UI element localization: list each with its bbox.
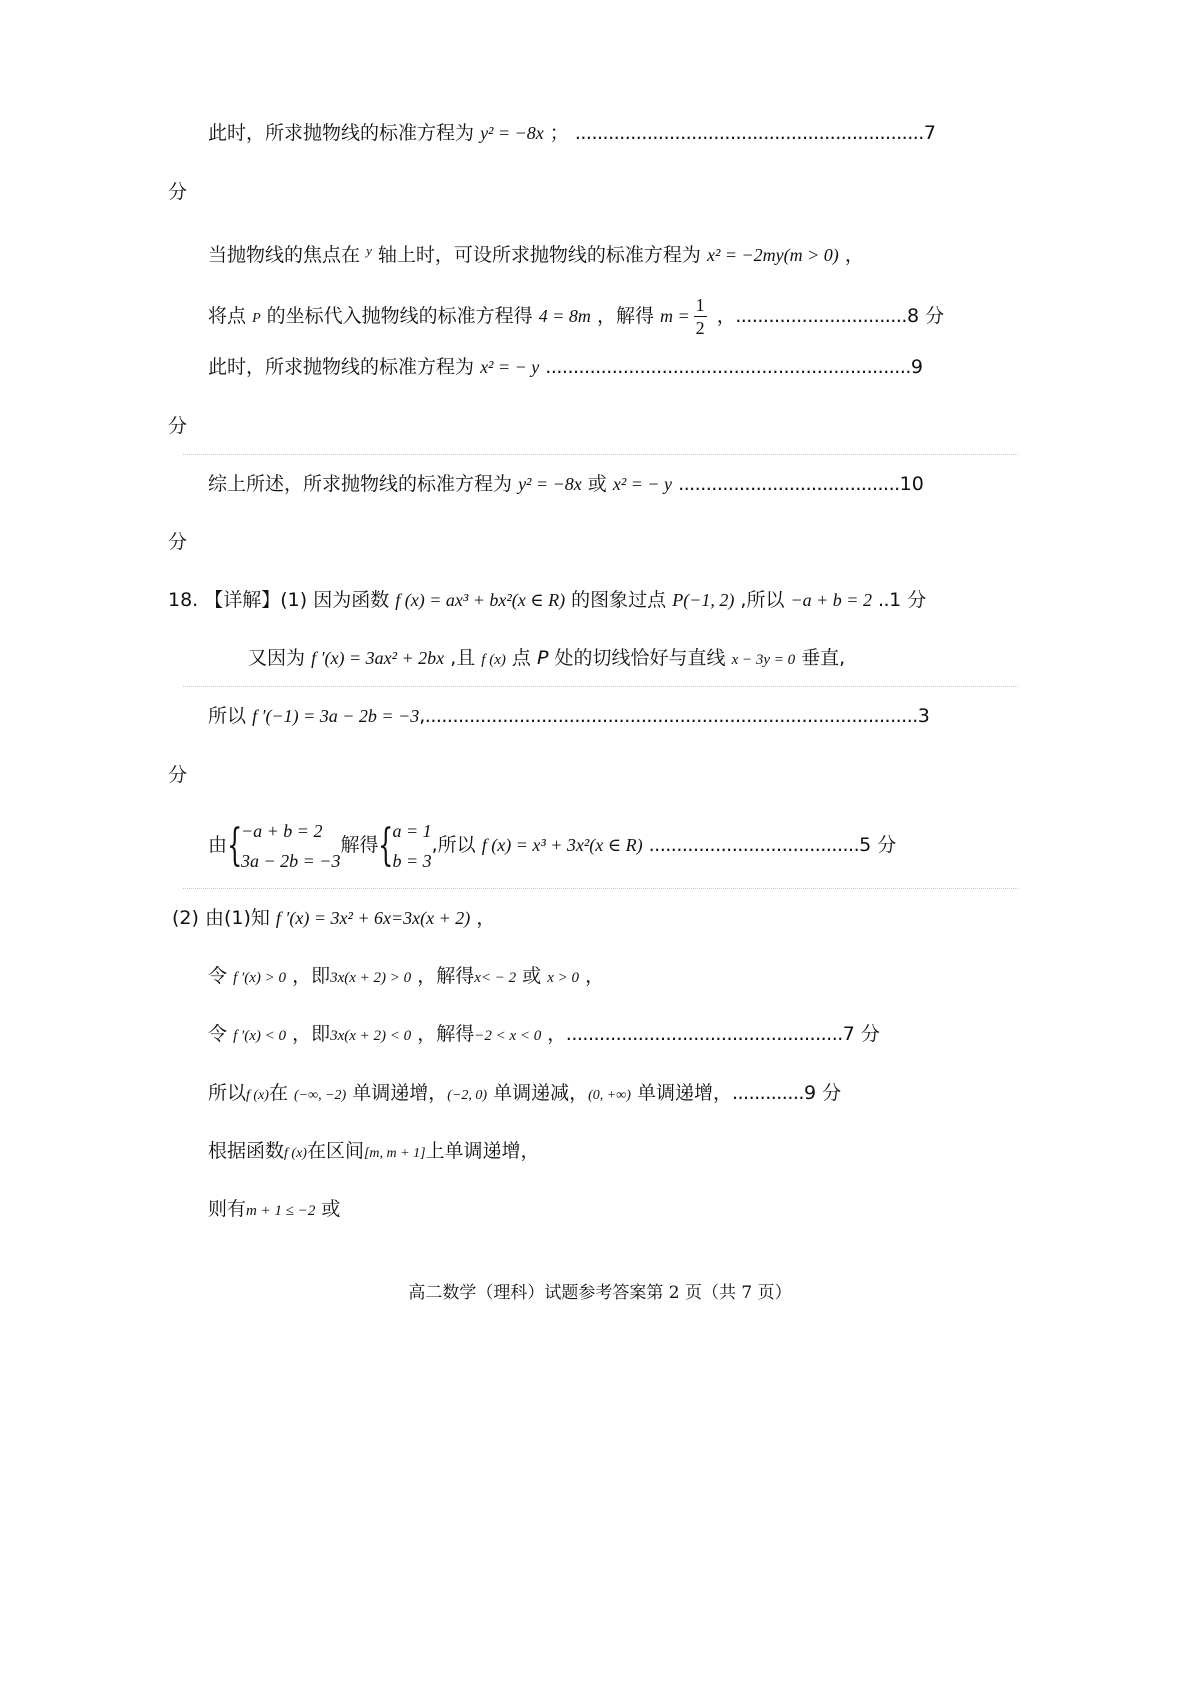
line-11: 令 f ′(x) > 0 ，即3x(x + 2) > 0 ，解得x< − 2 或 x > 0 ，	[208, 965, 605, 987]
score: 7	[923, 122, 936, 144]
leader-dots: .............	[731, 1082, 804, 1104]
equation-system: { a = 1 b = 3	[378, 816, 431, 876]
line-1: 此时，所求抛物线的标准方程为 y² = −8x ； ...............................................................7	[208, 122, 936, 144]
score-unit: 分	[168, 415, 188, 437]
leader-dots: ...............................................................	[574, 122, 924, 144]
equation: x² = −2my(m > 0)	[706, 245, 839, 265]
brace-icon: {	[378, 819, 394, 871]
equation: x² = − y	[612, 474, 673, 494]
equation: x² = − y	[480, 357, 540, 377]
score: 3	[917, 705, 930, 727]
equation: y² = −8x	[518, 474, 582, 494]
separator-dotted	[183, 888, 1018, 889]
leader-dots: ,.........................................................................................	[419, 705, 918, 727]
leader-dots: ......................................	[648, 834, 860, 856]
score: 8 分	[906, 305, 945, 327]
line-12: 令 f ′(x) < 0 ，即3x(x + 2) < 0 ，解得−2 < x < 0 ，..................................................7 分	[208, 1023, 880, 1045]
fraction: $\frac{1}{2}$	[695, 295, 705, 338]
separator-dotted	[183, 686, 1018, 687]
line-3: 将点 P 的坐标代入抛物线的标准方程得 4 = 8m ，解得 m = $\frac{1}{2}$ ，...............................8 分	[208, 295, 945, 338]
score-unit: 分	[168, 181, 188, 203]
leader-dots: ，...............................	[716, 305, 907, 327]
score: 7 分	[842, 1023, 880, 1045]
line-7: 又因为 f ′(x) = 3ax² + 2bx ,且 f (x) 点 P 处的切线恰好与直线 x − 3y = 0 垂直,	[248, 647, 846, 669]
separator-dotted	[183, 454, 1018, 455]
score: 10	[899, 473, 924, 495]
line-8: 所以 f ′(−1) = 3a − 2b = −3,.........................................................................................3	[208, 705, 930, 727]
problem-18-heading: 18. 【详解】(1) 因为函数 f (x) = ax³ + bx²(x ∈ R) 的图象过点 P(−1, 2) ,所以 −a + b = 2 ..1 分	[168, 589, 927, 611]
page-footer: 高二数学（理科）试题参考答案第 2 页（共 7 页）	[408, 1283, 792, 1303]
score: 1 分	[889, 589, 927, 611]
leader-dots: ，..................................................	[547, 1023, 843, 1045]
line-2: 当抛物线的焦点在 $^y$ 轴上时，可设所求抛物线的标准方程为 x² = −2my(m > 0) ，	[208, 243, 864, 266]
equation: 4 = 8m	[538, 306, 591, 326]
line-5: 综上所述，所求抛物线的标准方程为 y² = −8x 或 x² = − y ........................................10	[208, 473, 924, 495]
line-13: 所以f (x)在 (−∞, −2) 单调递增，(−2, 0) 单调递减，(0, +∞) 单调递增，.............9 分	[208, 1082, 842, 1104]
line-10: (2) 由(1)知 f ′(x) = 3x² + 6x=3x(x + 2) ，	[172, 907, 496, 929]
line-9: 由 { −a + b = 2 3a − 2b = −3 解得 { a = 1 b = 3 ,所以 f (x) = x³ + 3x²(x ∈ R) ......................................5 分	[208, 815, 896, 876]
brace-icon: {	[227, 819, 243, 871]
leader-dots: ........................................	[678, 473, 900, 495]
equation: f ′(−1) = 3a − 2b = −3	[252, 706, 420, 726]
equation: y² = −8x	[480, 123, 544, 143]
line-14: 根据函数f (x)在区间[m, m + 1]上单调递增，	[208, 1140, 540, 1162]
score-unit: 分	[168, 531, 188, 553]
leader-dots: ..................................................................	[545, 356, 911, 378]
line-15: 则有m + 1 ≤ −2 或	[208, 1198, 341, 1220]
line-4: 此时，所求抛物线的标准方程为 x² = − y ..................................................................9	[208, 356, 923, 378]
equation: f ′(x) = 3ax² + 2bx	[311, 648, 445, 668]
equation: f (x) = x³ + 3x²(x ∈ R)	[481, 835, 643, 855]
equation-system: { −a + b = 2 3a − 2b = −3	[227, 816, 340, 876]
score-unit: 分	[168, 764, 188, 786]
score: 9 分	[803, 1082, 842, 1104]
equation: f ′(x) = 3x² + 6x=3x(x + 2)	[275, 908, 471, 928]
score: 9	[910, 356, 923, 378]
equation: f (x) = ax³ + bx²(x ∈ R)	[395, 590, 566, 610]
score: 5 分	[859, 834, 897, 856]
